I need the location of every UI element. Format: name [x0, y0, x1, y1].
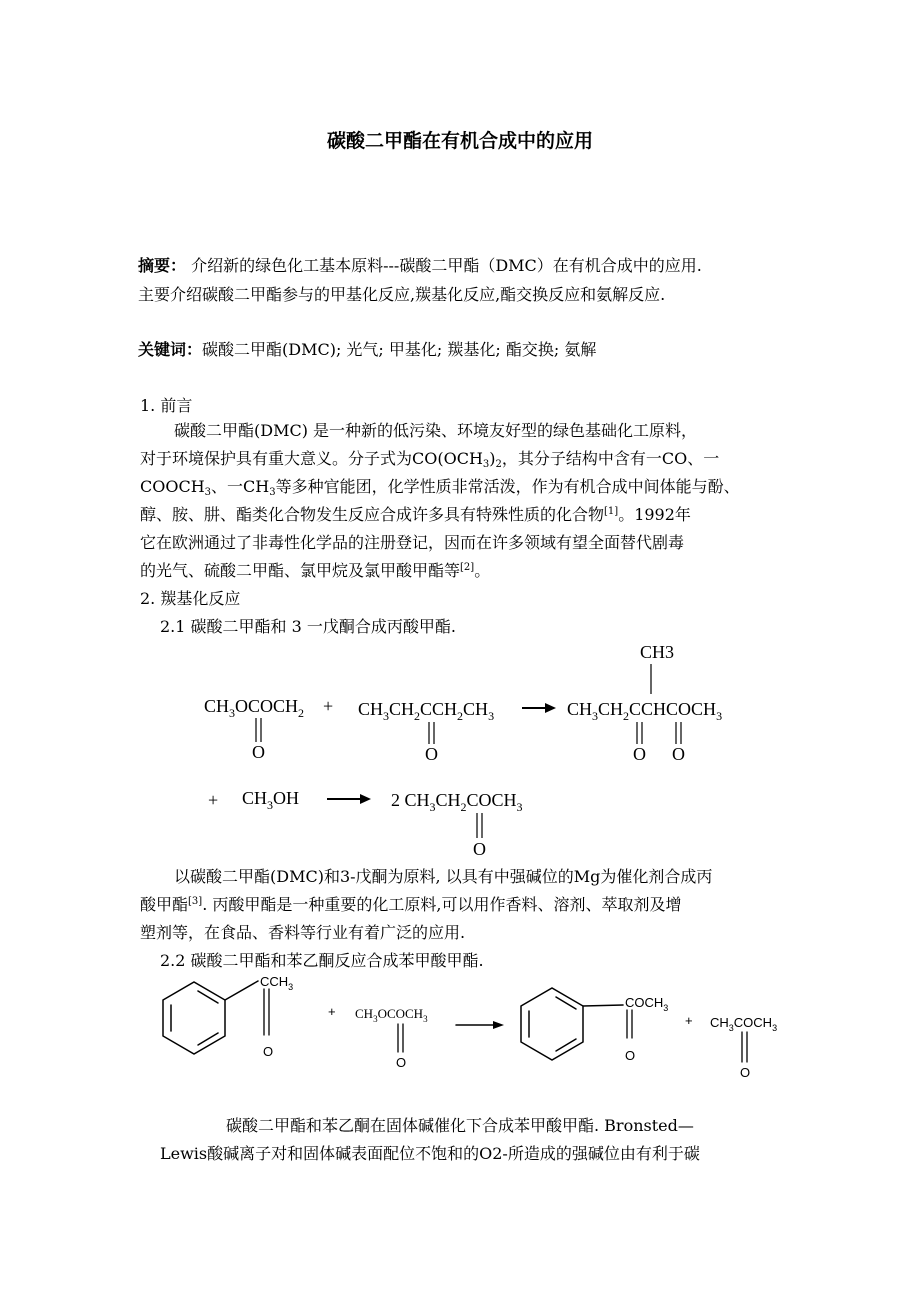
- reaction-scheme-1: [190, 636, 750, 866]
- ring-double-bond: [198, 1033, 218, 1045]
- product-methyl-propionate: 2 $CH_3CH_2COCH_3$: [391, 790, 523, 814]
- section-1-line-2: [140, 445, 719, 473]
- oxygen-label: O: [740, 1065, 751, 1080]
- subscript: 3: [269, 487, 276, 498]
- abstract-line-2: 主要介绍碳酸二甲酯参与的甲基化反应,羰基化反应,酯交换反应和氨解反应.: [138, 285, 666, 304]
- text-run: 、一CH: [211, 477, 270, 496]
- arrow-head: [360, 794, 371, 804]
- abstract-label: 摘要：: [138, 256, 187, 275]
- ring-substituent-bond: [225, 981, 258, 1000]
- page-title: 碳酸二甲酯在有机合成中的应用: [326, 130, 593, 152]
- ring-double-bond: [556, 1039, 576, 1051]
- section-2-heading: 2. 羰基化反应: [140, 589, 241, 608]
- benzene-ring: [163, 982, 225, 1054]
- oxygen-label: O: [263, 1044, 274, 1059]
- oxygen-label: O: [252, 742, 265, 762]
- subsection-2-2-heading: 2.2 碳酸二甲酯和苯乙酮反应合成苯甲酸甲酯.: [160, 951, 484, 970]
- arrow-head: [545, 703, 556, 713]
- oxygen-label: O: [473, 839, 486, 859]
- reactant-pentanone: $CH_3CH_2CCH_2CH_3$: [358, 699, 495, 723]
- text-run: 。: [474, 561, 491, 580]
- keywords-text: 碳酸二甲酯(DMC); 光气; 甲基化; 羰基化; 酯交换; 氨解: [202, 340, 597, 359]
- reaction-2-description-line-2: Lewis酸碱离子对和固体碱表面配位不饱和的O2-所造成的强碱位由有利于碳: [160, 1144, 700, 1163]
- text-run: COOCH: [140, 477, 205, 496]
- text-run: ): [489, 449, 496, 468]
- keywords-line: [138, 336, 596, 364]
- text-run: 等多种官能团，化学性质非常活泼，作为有机合成中间体能与酚、: [275, 477, 740, 496]
- benzene-ring: [521, 988, 583, 1060]
- plus-sign: +: [328, 1004, 336, 1019]
- ester-group: $COCH_3$: [625, 995, 669, 1013]
- product-acetone: $CH_3COCH_3$: [710, 1015, 778, 1033]
- abstract-line-1: [138, 252, 702, 280]
- text-run: ，其分子结构中含有一CO、一: [501, 449, 720, 468]
- oxygen-label: O: [672, 744, 685, 764]
- ring-double-bond: [556, 997, 576, 1009]
- oxygen-label: O: [633, 744, 646, 764]
- reactant-dmc: $CH_3OCOCH_2$: [204, 696, 305, 720]
- methyl-label: CH3: [640, 642, 675, 662]
- text-run: 的光气、硫酸二甲酯、氯甲烷及氯甲酸甲酯等: [140, 561, 461, 580]
- reaction-1-description-line-3: 塑剂等，在食品、香料等行业有着广泛的应用.: [140, 923, 466, 942]
- abstract-text-1: 介绍新的绿色化工基本原料---碳酸二甲酯（DMC）在有机合成中的应用.: [191, 256, 702, 275]
- plus-sign: +: [208, 790, 219, 810]
- subscript: 3: [204, 487, 212, 498]
- product-methyl-ketoester: $CH_3CH_2CCHCOCH_3$: [567, 699, 723, 723]
- subscript: 2: [495, 459, 502, 470]
- reaction-1-description-line-1: 以碳酸二甲酯(DMC)和3-戊酮为原料, 以具有中强碱位的Mg为催化剂合成丙: [174, 867, 713, 886]
- reactant-dmc: $CH_3OCOCH_3$: [355, 1006, 428, 1024]
- citation: [1]: [604, 506, 619, 517]
- section-1-line-1: 碳酸二甲酯(DMC) 是一种新的低污染、环境友好型的绿色基础化工原料，: [174, 421, 698, 440]
- oxygen-label: O: [625, 1048, 636, 1063]
- subsection-2-1-heading: 2.1 碳酸二甲酯和 3 一戊酮合成丙酸甲酯.: [160, 617, 456, 636]
- acetophenone-group: $CCH_3$: [260, 974, 294, 992]
- reaction-1-description-line-2: [140, 891, 681, 919]
- text-run: 酸甲酯: [140, 895, 189, 914]
- section-1-line-5: 它在欧洲通过了非毒性化学品的注册登记，因而在许多领域有望全面替代剧毒: [140, 533, 685, 552]
- oxygen-label: O: [396, 1055, 407, 1070]
- citation: [2]: [460, 562, 475, 573]
- oxygen-label: O: [425, 744, 438, 764]
- reaction-2-description-line-1: 碳酸二甲酯和苯乙酮在固体碱催化下合成苯甲酸甲酯. Bronsted—: [226, 1116, 694, 1135]
- arrow-head: [493, 1021, 504, 1029]
- methanol: $CH_3OH$: [242, 788, 300, 812]
- section-1-line-4: [140, 501, 691, 529]
- subscript: 3: [482, 459, 490, 470]
- ring-double-bond: [198, 991, 218, 1003]
- text-run: 。1992年: [618, 505, 691, 524]
- text-run: 对于环境保护具有重大意义。分子式为CO(OCH: [140, 449, 483, 468]
- section-1-line-6: [140, 557, 490, 585]
- keywords-label: 关键词：: [138, 340, 203, 359]
- text-run: 醇、胺、肼、酯类化合物发生反应合成许多具有特殊性质的化合物: [140, 505, 605, 524]
- text-run: . 丙酸甲酯是一种重要的化工原料,可以用作香料、溶剂、萃取剂及增: [202, 895, 682, 914]
- section-1-line-3: [140, 473, 740, 501]
- plus-sign: +: [323, 696, 334, 716]
- citation: [3]: [188, 896, 203, 907]
- section-1-heading: 1. 前言: [140, 396, 193, 415]
- reaction-scheme-2: [150, 970, 810, 1085]
- plus-sign: +: [685, 1013, 693, 1028]
- ring-substituent-bond: [583, 1005, 623, 1006]
